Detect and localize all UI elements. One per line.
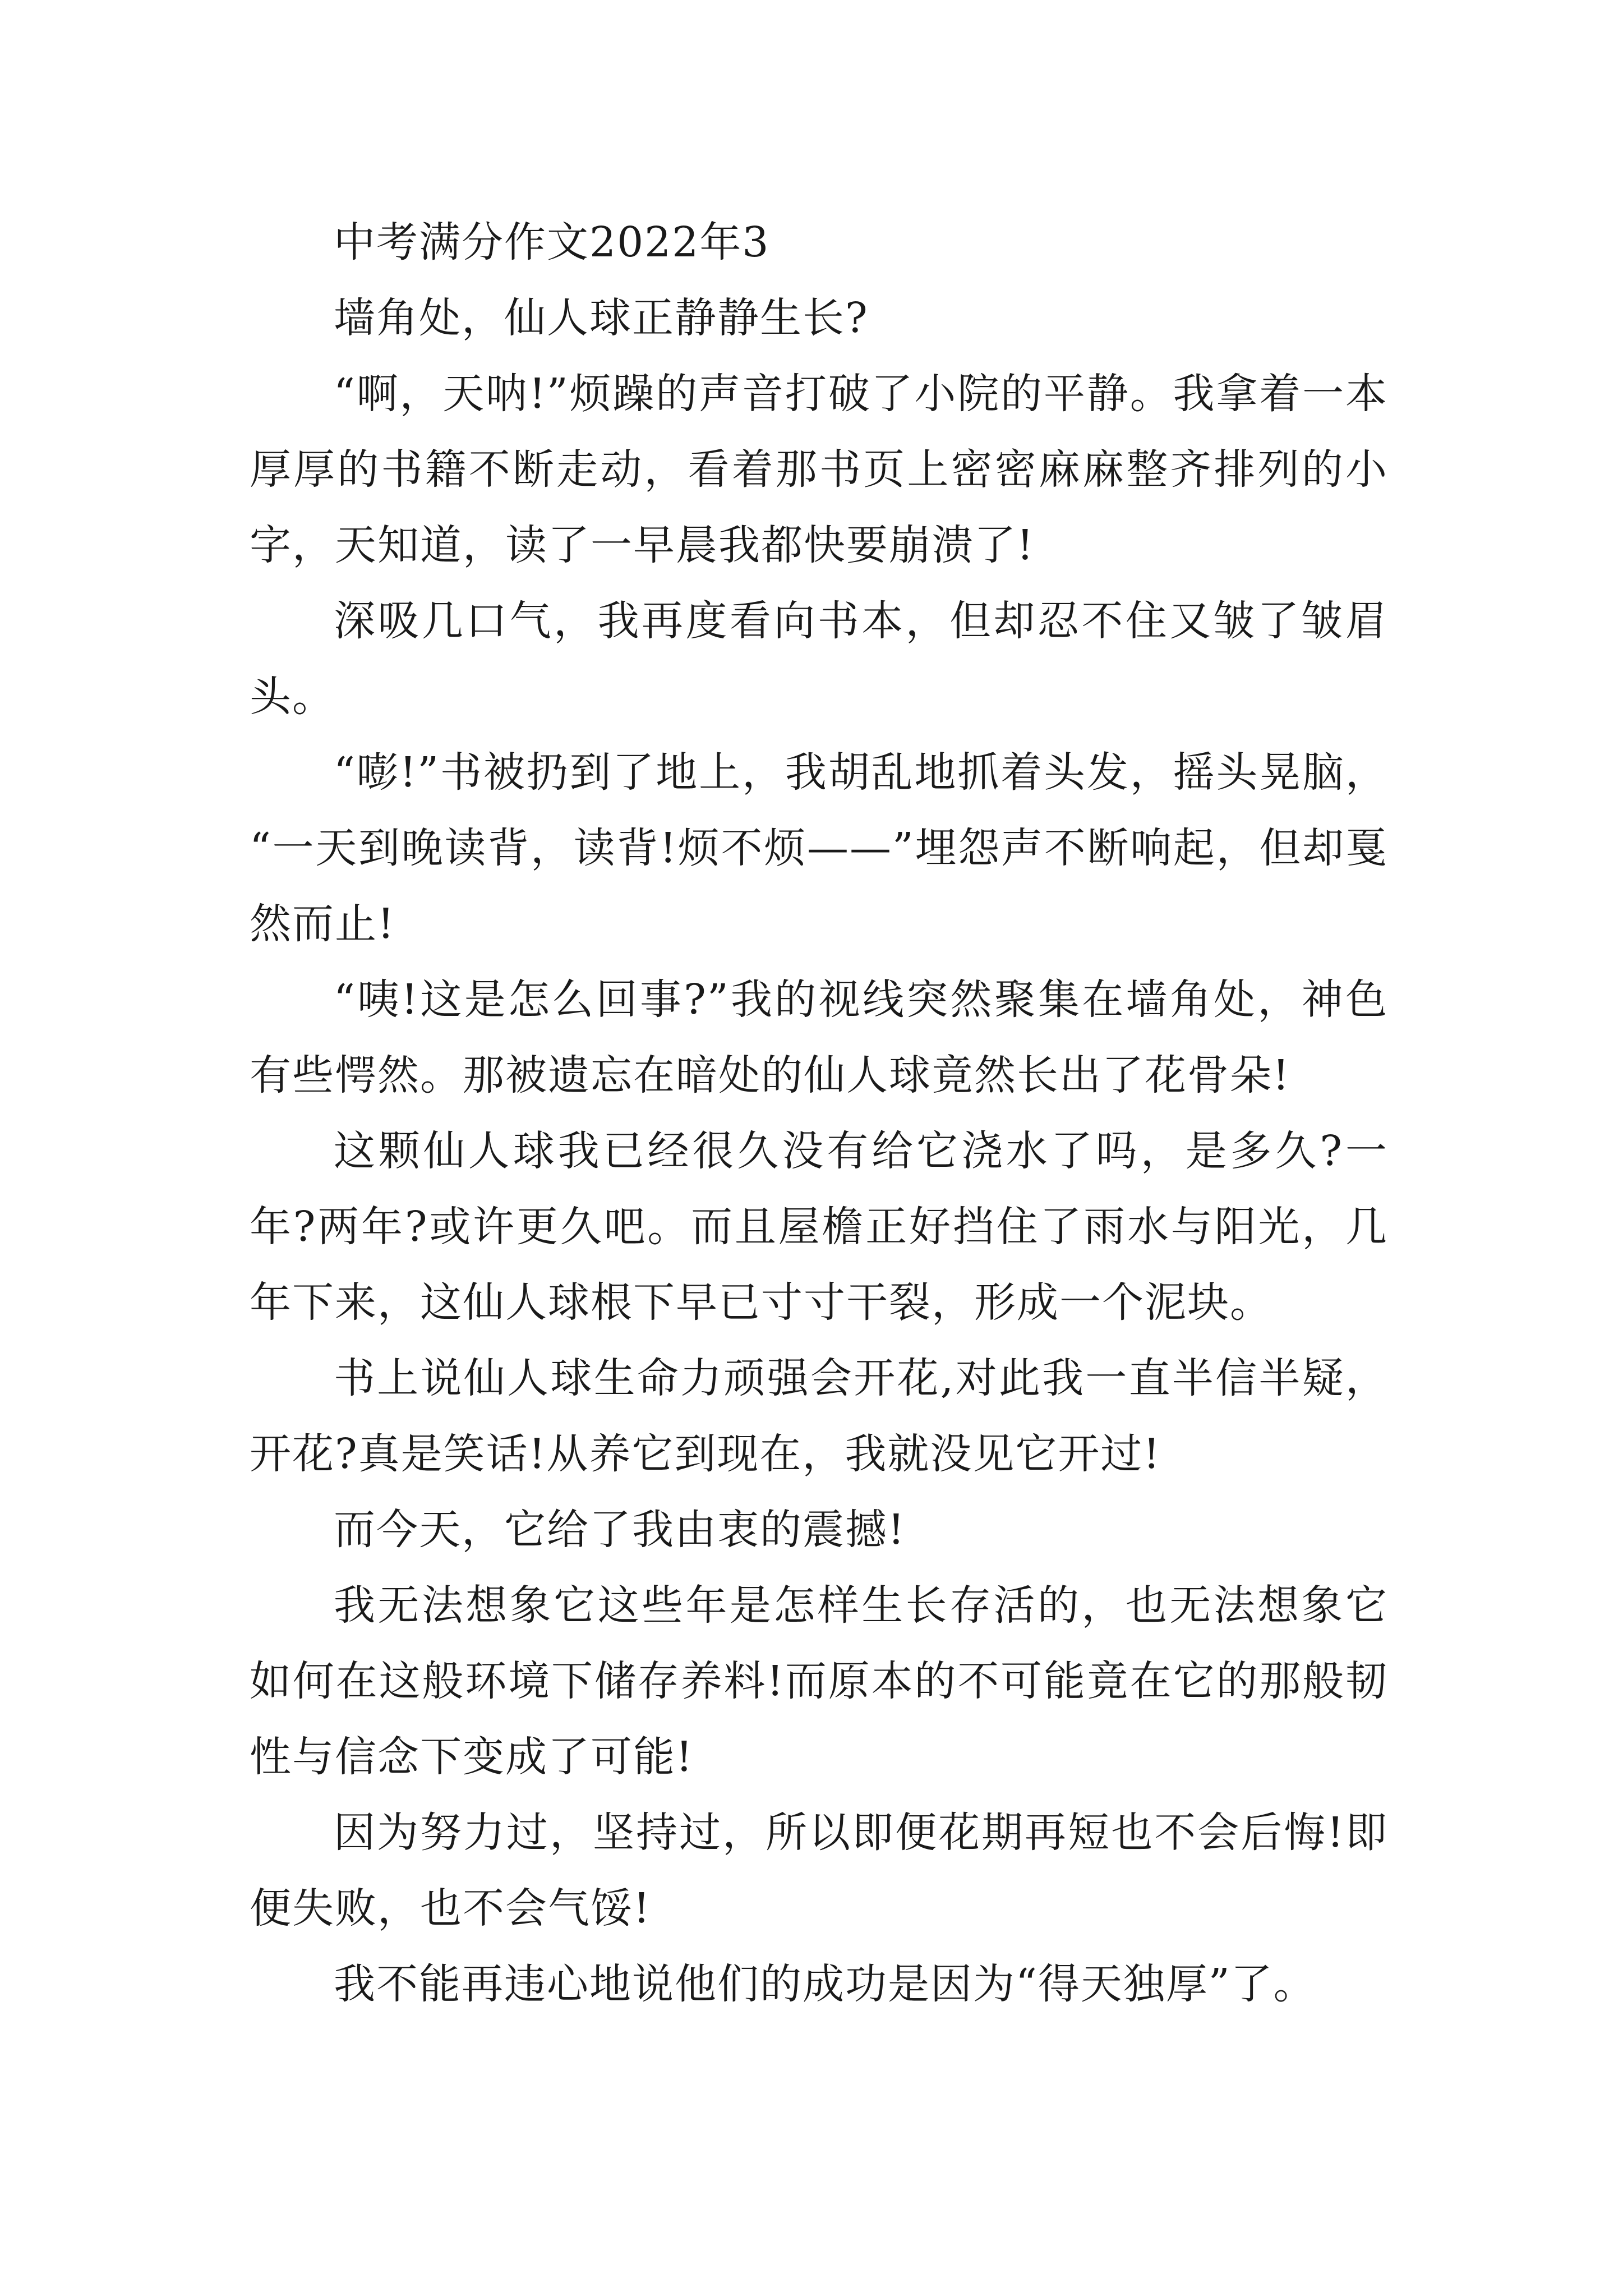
paragraph: “咦!这是怎么回事?”我的视线突然聚集在墙角处，神色有些愕然。那被遗忘在暗处的仙人球竟然长出了花骨朵!	[250, 976, 1388, 1099]
paragraph: 这颗仙人球我已经很久没有给它浇水了吗，是多久?一年?两年?或许更久吧。而且屋檐正好挡住了雨水与阳光，几年下来，这仙人球根下早已寸寸干裂，形成一个泥块。	[250, 1127, 1388, 1327]
paragraph: “嘭!”书被扔到了地上，我胡乱地抓着头发，摇头晃脑， “一天到晚读背，读背!烦不烦——”埋怨声不断响起，但却戛然而止!	[250, 748, 1388, 948]
paragraph: 因为努力过，坚持过，所以即便花期再短也不会后悔!即便失败，也不会气馁!	[250, 1809, 1388, 1932]
document-title: 中考满分作文2022年3	[334, 218, 770, 266]
essay-title: 墙角处，仙人球正静静生长?	[334, 294, 869, 342]
paragraph: “啊，天呐!”烦躁的声音打破了小院的平静。我拿着一本厚厚的书籍不断走动，看着那书页上密密麻麻整齐排列的小字，天知道，读了一早晨我都快要崩溃了!	[250, 370, 1388, 569]
paragraph: 而今天，它给了我由衷的震撼!	[334, 1506, 906, 1554]
paragraph: 书上说仙人球生命力顽强会开花,对此我一直半信半疑，开花?真是笑话!从养它到现在，我就没见它开过!	[250, 1354, 1388, 1478]
document-body	[250, 205, 1388, 2022]
paragraph: 我不能再违心地说他们的成功是因为“得天独厚”了。	[334, 1960, 1316, 2008]
paragraph: 深吸几口气，我再度看向书本，但却忍不住又皱了皱眉头。	[250, 597, 1388, 721]
paragraph: 我无法想象它这些年是怎样生长存活的，也无法想象它如何在这般环境下储存养料!而原本的不可能竟在它的那般韧性与信念下变成了可能!	[250, 1581, 1388, 1781]
